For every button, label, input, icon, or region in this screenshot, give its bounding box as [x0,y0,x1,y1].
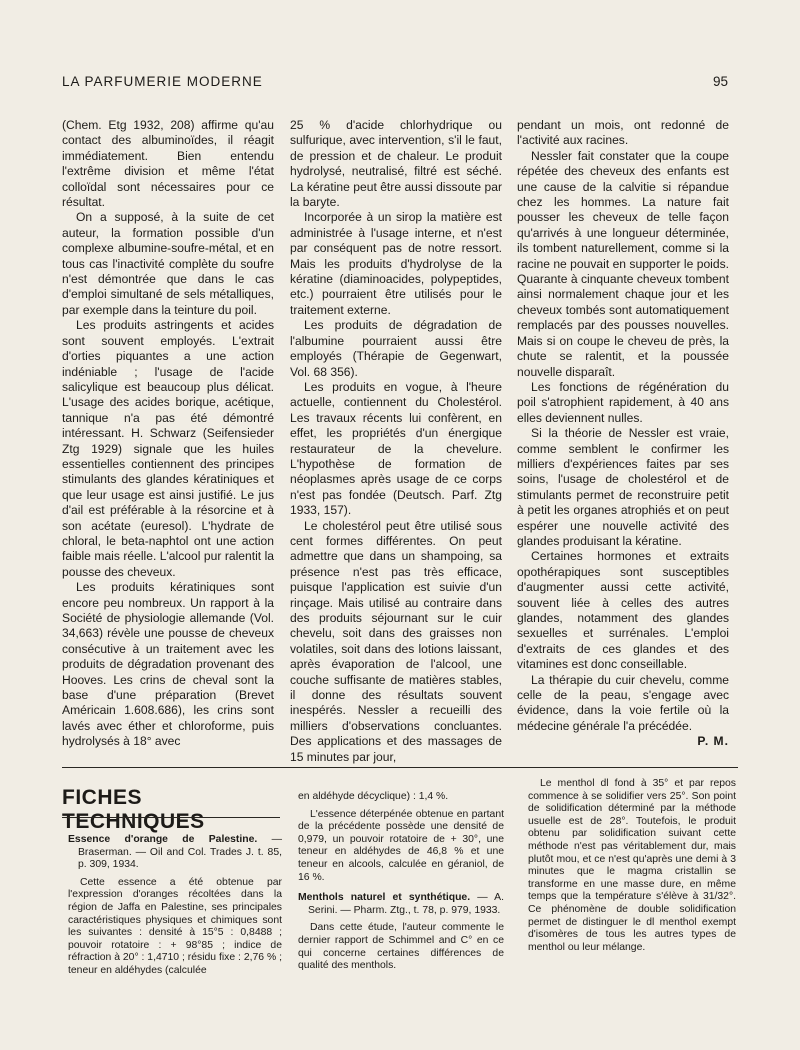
paragraph: Les produits de dégradation de l'albumine pourraient aussi être employés (Thérapie de Gegenwart, Vol. 68 356). [290,318,502,379]
page-header [62,74,728,92]
entry-reference: — Braserman. — Oil and Col. Trades J. t. 85, p. 309, 1934. [78,834,283,871]
entry-body: Dans cette étude, l'auteur commente le dernier rapport de Schimmel and C° en ce qui concerne certaines différences de qualité des menthols. [298,922,504,972]
paragraph: Les fonctions de régénération du poil s'atrophient rapidement, à 40 ans elles deviennent nulles. [517,379,729,425]
fiches-column-2 [298,791,504,978]
title-underline [62,817,280,818]
paragraph: pendant un mois, ont redonné de l'activité aux racines. [517,118,729,148]
article-column-3 [517,118,729,750]
entry-body: Cette essence a été obtenue par l'expression d'oranges récoltées dans la région de Jaffa en Palestine, ses principales caractéristiques physiques et chimiques sont les suivantes : densité à 15°5 : 0,8488 ; pouvoir rotatoire : + 98°85 ; indice de réfraction à 20° : 1,4710 ; résidu fixe : 2,76 % ; teneur en aldéhydes (calculée [68,876,282,976]
entry-heading [298,892,504,917]
article-column-1 [62,118,274,750]
entry-body: L'essence déterpénée obtenue en partant de la précédente possède une densité de 0,979, un pouvoir rotatoire de + 30°, une teneur en aldéhydes de 46,8 % et une teneur en alcools, calculée en géraniol, de 16 %. [298,808,504,883]
fiches-column-1 [68,834,282,983]
paragraph: Nessler fait constater que la coupe répétée des cheveux des enfants est une cause de la calvitie si répandue chez les hommes. La nature fait pousser les cheveux de telle façon qu'arrivés à une longueur déterminée, ils tombent naturellement, comme si la racine ne pouvait en supporter le poids. Quarante à cinquante cheveux tombent ainsi normalement chaque jour et les cheveux tombés sont automatiquement remplacés par des pousses nouvelles. Mais si on coupe le cheveu de près, la chute se ralentit, et la poussée nouvelle disparaît. [517,148,729,379]
entry-body: Le menthol dl fond à 35° et par repos commence à se solidifier vers 25°. Son point de solidification déterminé par la méthode usuelle est de 28°. Toutefois, le produit obtenu par solidification suivant cette méthode n'est pas véritablement dur, mais plutôt mou, et ce n'est qu'après une demi à 3 minutes que le magma cristallin se transforme en une masse dure, en même temps que la température s'élève à 31/32°. Ce phénomène de double solidification permet de distinguer le dl menthol exempt d'isomères de tous les autres types de menthol ou leur mélange. [528,778,736,953]
paragraph: La thérapie du cuir chevelu, comme celle de la peau, s'engage avec évidence, dans la voie fertile où la médecine générale l'a précédée. [517,672,729,733]
page-number: 95 [712,74,728,89]
paragraph: Le cholestérol peut être utilisé sous cent formes différentes. On peut admettre que dans un shampoing, sa présence n'est pas très efficace, puisque l'application est suivie d'un rinçage. Mais utilisé au contraire dans des produits séjournant sur le cuir chevelu, soit dans des graisses non volatiles, soit dans des lotions laissant, après évaporation de l'alcool, une couche suffisante de matières stables, il donne des résultats souvent inespérés. Nessler a recueilli des milliers d'observations concluantes. Des applications et des massages de 15 minutes par jour, [290,518,502,764]
running-head: LA PARFUMERIE MODERNE [62,74,263,89]
section-title: FICHES TECHNIQUES [62,786,205,833]
section-divider [62,767,738,768]
paragraph: Si la théorie de Nessler est vraie, comme semblent le confirmer les milliers d'expériences faites par ses soins, l'usage de cholestérol et de stimulants permet de reconstruire petit à petit les organes atrophiés et on peut espérer une nouvelle activité des glandes produisant la kératine. [517,426,729,548]
entry-heading [68,834,282,872]
paragraph: On a supposé, à la suite de cet auteur, la formation possible d'un complexe albumine-soufre-métal, et en tous cas l'inactivité complète du soufre n'est démontrée que dans le cas d'emploi simultané de sels métalliques, par exemple dans la teinture du poil. [62,210,274,317]
fiches-column-3 [528,778,736,959]
paragraph: 25 % d'acide chlorhydrique ou sulfurique, avec intervention, s'il le faut, de pression et de chaleur. Le produit hydrolysé, neutralisé, filtré est séché. La kératine peut être aussi dissoute par la baryte. [290,118,502,210]
paragraph: Certaines hormones et extraits opothérapiques sont susceptibles d'augmenter aussi cette activité, souvent liée à celles des autres glandes, notamment des glandes sexuelles et surrénales. L'emploi d'extraits de ces glandes et des vitamines est donc conseillable. [517,549,729,672]
entry-reference: — A. Serini. — Pharm. Ztg., t. 78, p. 979, 1933. [308,892,504,916]
paragraph: Les produits en vogue, à l'heure actuelle, contiennent du Cholestérol. Les travaux récents lui confèrent, en effet, les propriétés d'un énergique restaurateur de la chevelure. L'hypothèse de formation de néoplasmes après usage de ce corps n'est pas fondée (Deutsch. Parf. Ztg 1933, 157). [290,379,502,518]
paragraph: Les produits kératiniques sont encore peu nombreux. Un rapport à la Société de physiologie allemande (Vol. 34,663) révèle une pousse de cheveux consécutive à un traitement avec les produits de dégradation provenant des Hooves. Les crins de cheval sont la base d'une préparation (Brevet Américain 1.608.686), les crins sont lavés avec éther et chloroforme, puis hydrolysés à 18° avec [62,580,274,749]
paragraph: Incorporée à un sirop la matière est administrée à l'usage interne, et n'est par conséquent pas de notre ressort. Mais les produits d'hydrolyse de la kératine (diaminoacides, polypeptides, etc.) pourraient être utilisés pour le traitement externe. [290,210,502,317]
entry-title: Essence d'orange de Palestine. [68,834,258,845]
entry-title: Menthols naturel et synthétique. [298,892,471,904]
entry-continuation: en aldéhyde décyclique) : 1,4 %. [298,791,449,802]
paragraph: (Chem. Etg 1932, 208) affirme qu'au contact des albuminoïdes, il réagit immédiatement. Bien entendu l'extrême division et même l'état colloïdal sont nécessaires pour ce résultat. [62,118,274,210]
author-signature: P. M. [697,734,729,749]
article-column-2 [290,118,502,765]
paragraph: Les produits astringents et acides sont souvent employés. L'extrait d'orties piquantes a une action indéniable ; l'usage de l'acide salicylique est beaucoup plus délicat. L'usage des acides borique, acétique, tannique n'a pas été démontré intéressant. H. Schwarz (Seifensieder Ztg 1929) signale que les huiles essentielles contiennent des principes stimulants des glandes kératiniques et que leur usage est ainsi justifié. Le jus d'ail est préférable à la résorcine et à son acétate (euresol). L'hydrate de chloral, le beta-naphtol ont une action faible mais réelle. L'alcool pur ralentit la pousse des cheveux. [62,318,274,579]
